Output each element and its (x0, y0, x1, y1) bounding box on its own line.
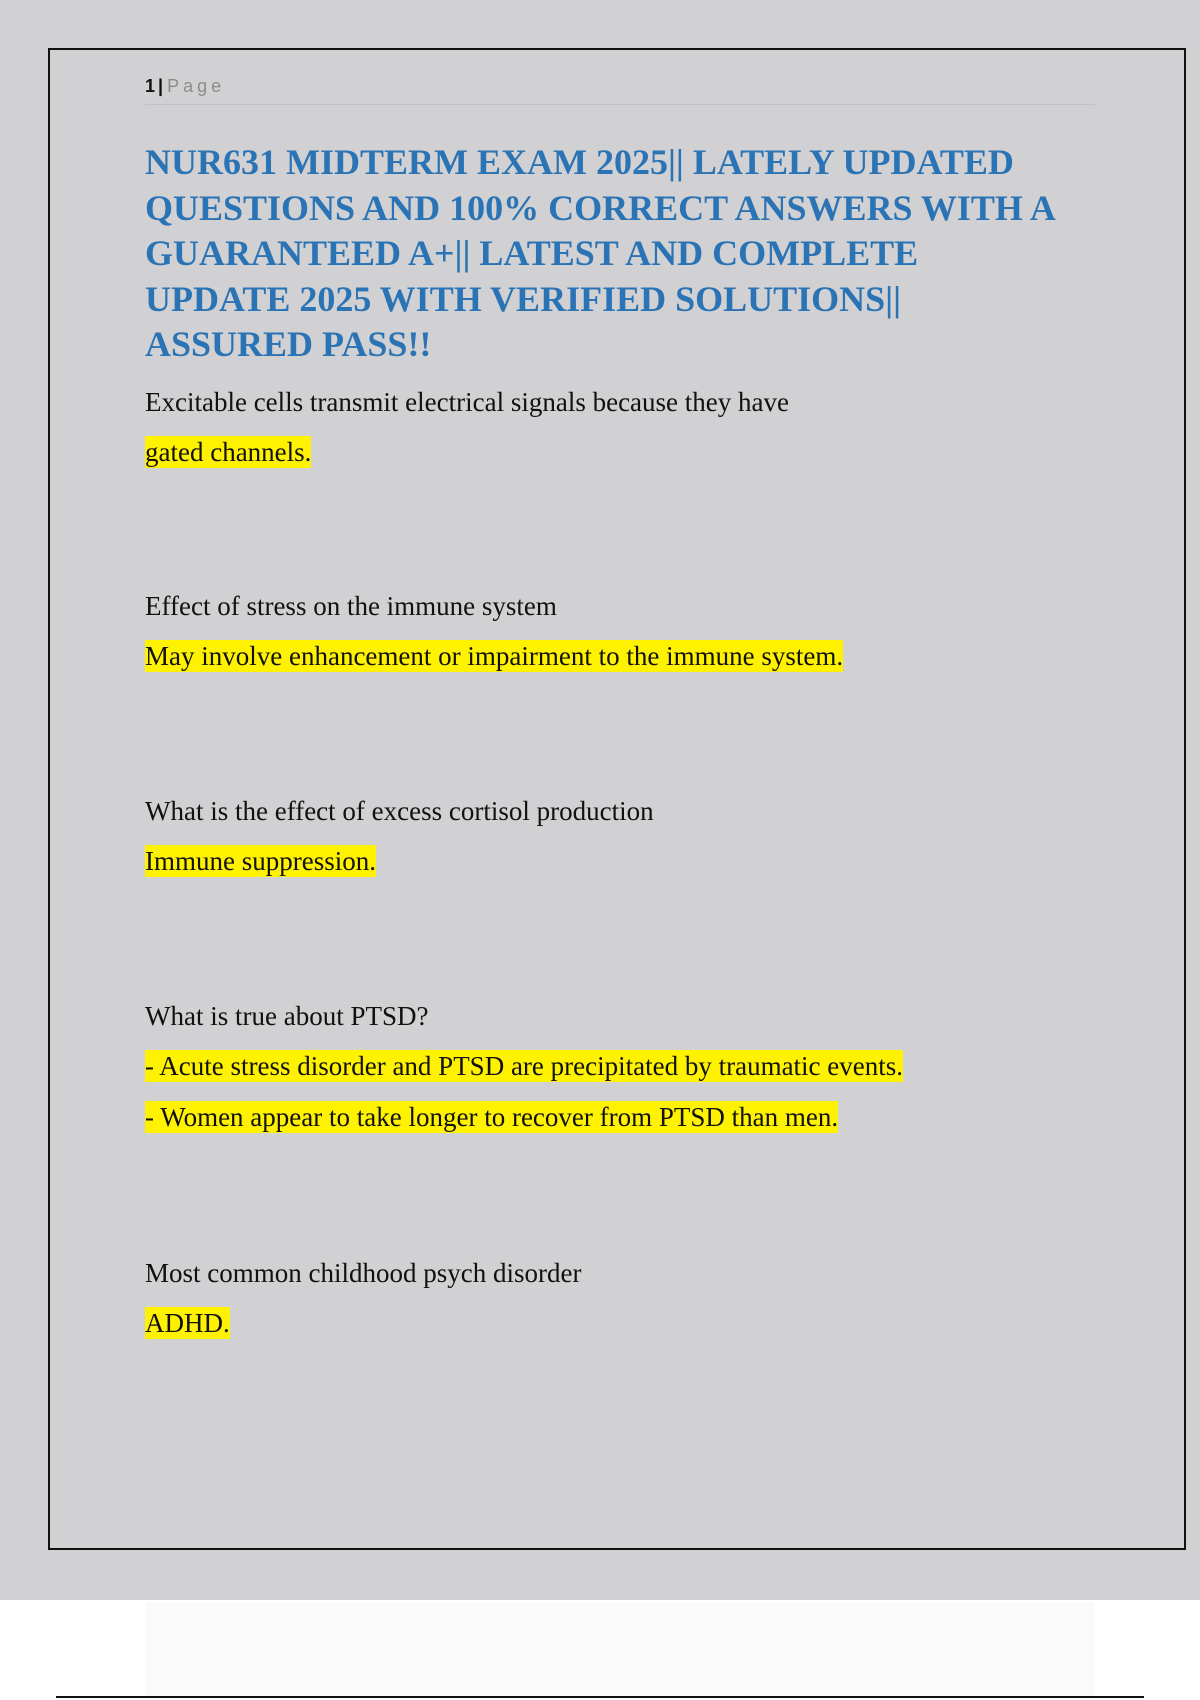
answer-highlight: - Women appear to take longer to recover from PTSD than men. (145, 1102, 839, 1132)
title-line: ASSURED PASS!! (145, 324, 432, 364)
qa-item (145, 1257, 581, 1339)
page-label: Page (167, 76, 226, 96)
page-number: 1 (145, 76, 156, 96)
title-line: UPDATE 2025 WITH VERIFIED SOLUTIONS|| (145, 278, 902, 319)
question-text: What is true about PTSD? (145, 1001, 429, 1031)
document-title (145, 140, 1105, 368)
title-line: QUESTIONS AND 100% CORRECT ANSWERS WITH A (145, 187, 1056, 228)
title-line: GUARANTEED A+|| LATEST AND COMPLETE (145, 233, 919, 273)
answer-highlight: May involve enhancement or impairment to the immune system. (145, 641, 844, 671)
qa-item (145, 795, 654, 877)
page-separator: | (158, 76, 164, 96)
answer-highlight: Immune suppression. (145, 846, 376, 876)
qa-item (145, 1000, 903, 1133)
answer-highlight: ADHD. (145, 1308, 230, 1338)
question-text: Most common childhood psych disorder (145, 1258, 582, 1288)
question-text: What is the effect of excess cortisol production (145, 796, 654, 826)
footer-rule (56, 1696, 1144, 1698)
question-text: Effect of stress on the immune system (145, 591, 557, 621)
answer-highlight: gated channels. (145, 437, 312, 467)
page-header (145, 74, 1095, 105)
qa-item (145, 590, 843, 672)
title-line: NUR631 MIDTERM EXAM 2025|| LATELY UPDATED (145, 142, 1014, 182)
question-text: Excitable cells transmit electrical signals because they have (145, 387, 789, 417)
qa-item (145, 386, 789, 468)
next-page-edge (145, 1602, 1095, 1698)
answer-highlight: - Acute stress disorder and PTSD are precipitated by traumatic events. (145, 1051, 904, 1081)
